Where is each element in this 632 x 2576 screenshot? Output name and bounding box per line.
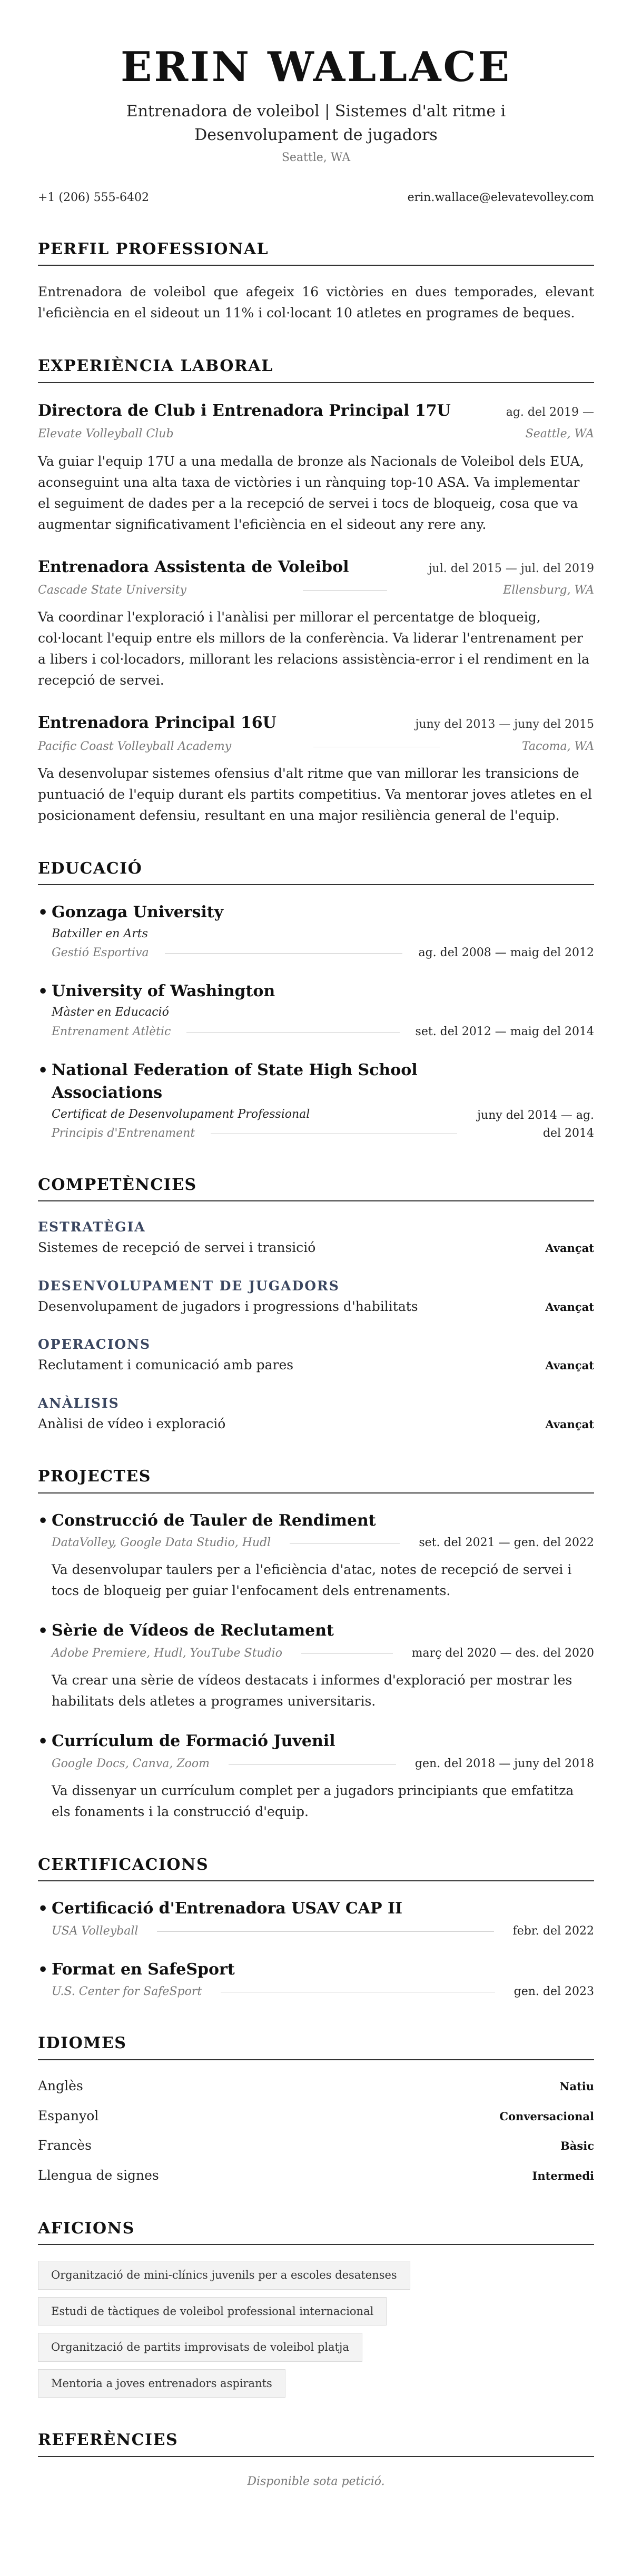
project-tools: DataVolley, Google Data Studio, Hudl xyxy=(52,1536,271,1550)
certification-entry xyxy=(38,1897,594,1940)
project-dates: gen. del 2018 — juny del 2018 xyxy=(414,1757,594,1770)
skill-row xyxy=(38,1414,594,1435)
education-entry xyxy=(38,980,594,1041)
job-organization: Cascade State University xyxy=(38,584,186,597)
job-organization: Pacific Coast Volleyball Academy xyxy=(38,739,232,753)
education-entry xyxy=(38,1059,594,1142)
certification-title: • Certificació d'Entrenadora USAV CAP II xyxy=(52,1899,403,1918)
job-dates: jul. del 2015 — jul. del 2019 xyxy=(428,562,594,575)
divider-line xyxy=(211,1133,457,1134)
skill-category: OPERACIONS xyxy=(38,1337,151,1352)
language-level: Conversacional xyxy=(499,2109,594,2123)
field-of-study: Principis d'Entrenament xyxy=(52,1126,195,1140)
section-title-certifications: CERTIFICACIONS xyxy=(38,1853,594,1882)
degree-name: Màster en Educació xyxy=(52,1006,169,1019)
school-name: • National Federation of State High School Associations xyxy=(52,1060,418,1102)
skill-level: Avançat xyxy=(545,1300,594,1314)
education-dates: set. del 2012 — maig del 2014 xyxy=(415,1025,594,1038)
degree-name: Batxiller en Arts xyxy=(52,927,148,940)
job-dates: juny del 2013 — juny del 2015 xyxy=(415,718,594,731)
language-name: Llengua de signes xyxy=(38,2168,159,2183)
project-entry xyxy=(38,1619,594,1712)
job-description: Va coordinar l'exploració i l'anàlisi per millorar el percentatge de bloqueig, col·locant l'equip entre els millors de la conferència. Va liderar l'entrenament per a libers i col·locadors, millorant les relacions assistència-error i el rendiment en la recepció de servei. xyxy=(38,609,590,688)
language-row xyxy=(38,2076,594,2097)
candidate-location: Seattle, WA xyxy=(281,151,351,164)
skill-row xyxy=(38,1355,594,1376)
job-entry xyxy=(38,399,594,535)
section-title-experience: EXPERIÈNCIA LABORAL xyxy=(38,354,594,383)
education-entry xyxy=(38,901,594,962)
language-name: Anglès xyxy=(38,2078,83,2093)
language-level: Intermedi xyxy=(532,2169,594,2183)
certification-issuer: U.S. Center for SafeSport xyxy=(52,1985,202,1999)
divider-line xyxy=(301,1653,393,1654)
skill-description: Desenvolupament de jugadors i progressions d'habilitats xyxy=(38,1298,418,1314)
job-title: Entrenadora Assistenta de Voleibol xyxy=(38,557,349,576)
language-level: Natiu xyxy=(559,2079,594,2093)
certification-entry xyxy=(38,1958,594,2001)
divider-line xyxy=(290,1542,400,1543)
project-description: Va dissenyar un currículum complet per a jugadors principiants que emfatitza els fonaments i la construcció d'equip. xyxy=(52,1782,574,1819)
divider-line xyxy=(157,1931,493,1932)
job-location: Tacoma, WA xyxy=(521,739,594,753)
certification-date: febr. del 2022 xyxy=(512,1924,594,1938)
certification-title: • Format en SafeSport xyxy=(52,1960,235,1979)
profile-summary: Entrenadora de voleibol que afegeix 16 victòries en dues temporades, elevant l'eficiència en el sideout un 11% i col·locant 10 atletes en programes de beques. xyxy=(38,284,594,321)
job-dates: ag. del 2019 — xyxy=(506,405,594,419)
skill-description: Sistemes de recepció de servei i transició xyxy=(38,1240,316,1256)
skill-category: DESENVOLUPAMENT DE JUGADORS xyxy=(38,1278,340,1294)
job-description: Va desenvolupar sistemes ofensius d'alt ritme que van millorar les transicions de puntuació de l'equip durant els partits competitius. Va mentorar joves atletes en el posicionament defensiu, resultant en una major resiliència general de l'equip. xyxy=(38,765,592,823)
language-name: Francès xyxy=(38,2138,92,2153)
project-dates: març del 2020 — des. del 2020 xyxy=(411,1646,594,1660)
language-row xyxy=(38,2136,594,2156)
references-note: Disponible sota petició. xyxy=(247,2474,385,2488)
job-organization: Elevate Volleyball Club xyxy=(38,427,174,441)
project-dates: set. del 2021 — gen. del 2022 xyxy=(419,1536,594,1550)
skill-level: Avançat xyxy=(545,1359,594,1372)
project-tools: Adobe Premiere, Hudl, YouTube Studio xyxy=(52,1646,282,1660)
divider-line xyxy=(303,590,387,591)
job-title: Directora de Club i Entrenadora Principal 17U xyxy=(38,401,451,420)
divider-line xyxy=(313,746,440,747)
language-row xyxy=(38,2106,594,2127)
project-title: • Currículum de Formació Juvenil xyxy=(52,1732,335,1751)
certification-issuer: USA Volleyball xyxy=(52,1924,139,1938)
section-title-languages: IDIOMES xyxy=(38,2031,594,2060)
hobby-tag: Mentoria a joves entrenadors aspirants xyxy=(38,2369,285,2398)
degree-name: Certificat de Desenvolupament Professional xyxy=(52,1107,310,1121)
job-description: Va guiar l'equip 17U a una medalla de bronze als Nacionals de Voleibol dels EUA, aconseguint una alta taxa de victòries i un rànquing top-10 ASA. Va implementar el seguiment de dades per a la recepció de servei i tocs de bloqueig, cosa que va augmentar significativament l'eficiència en el sideout any rere any. xyxy=(38,453,584,532)
skill-description: Anàlisi de vídeo i exploració xyxy=(38,1416,226,1431)
school-name: • University of Washington xyxy=(52,981,275,1000)
skill-level: Avançat xyxy=(545,1241,594,1255)
contact-row xyxy=(38,189,594,207)
resume-header xyxy=(38,45,594,167)
section-title-projects: PROJECTES xyxy=(38,1465,594,1494)
skill-row xyxy=(38,1297,594,1317)
language-row xyxy=(38,2166,594,2186)
candidate-title: Entrenadora de voleibol | Sistemes d'alt ritme i Desenvolupament de jugadors xyxy=(126,102,506,144)
project-entry xyxy=(38,1730,594,1822)
job-entry xyxy=(38,711,594,826)
skill-category: ANÀLISIS xyxy=(38,1395,120,1411)
email-address: erin.wallace@elevatevolley.com xyxy=(407,191,594,204)
project-title: • Construcció de Tauler de Rendiment xyxy=(52,1511,376,1530)
project-description: Va crear una sèrie de vídeos destacats i informes d'exploració per mostrar les habilitats dels atletes a programes universitaris. xyxy=(52,1672,572,1709)
field-of-study: Entrenament Atlètic xyxy=(52,1025,171,1038)
skill-level: Avançat xyxy=(545,1417,594,1431)
hobby-tag: Organització de partits improvisats de voleibol platja xyxy=(38,2333,362,2362)
divider-line xyxy=(221,1991,495,1992)
project-tools: Google Docs, Canva, Zoom xyxy=(52,1757,210,1770)
education-dates: juny del 2014 — ag. del 2014 xyxy=(477,1108,594,1140)
divider-line xyxy=(186,1031,399,1033)
education-dates: ag. del 2008 — maig del 2012 xyxy=(418,946,594,959)
hobby-tag: Estudi de tàctiques de voleibol professional internacional xyxy=(38,2297,387,2326)
language-name: Espanyol xyxy=(38,2108,99,2123)
job-entry xyxy=(38,555,594,691)
certification-date: gen. del 2023 xyxy=(514,1985,594,1999)
section-title-skills: COMPETÈNCIES xyxy=(38,1173,594,1202)
divider-line xyxy=(229,1763,396,1765)
job-location: Seattle, WA xyxy=(525,427,594,441)
project-entry xyxy=(38,1509,594,1602)
skill-category: ESTRATÈGIA xyxy=(38,1219,146,1235)
divider-line xyxy=(165,953,403,954)
job-location: Ellensburg, WA xyxy=(503,584,595,597)
project-title: • Sèrie de Vídeos de Reclutament xyxy=(52,1621,334,1640)
section-title-hobbies: AFICIONS xyxy=(38,2217,594,2246)
project-description: Va desenvolupar taulers per a l'eficiència d'atac, notes de recepció de servei i tocs de bloqueig per guiar l'enfocament dels entrenaments. xyxy=(52,1562,572,1599)
school-name: • Gonzaga University xyxy=(52,903,224,922)
section-title-references: REFERÈNCIES xyxy=(38,2428,594,2457)
hobbies-list xyxy=(38,2261,594,2398)
section-title-education: EDUCACIÓ xyxy=(38,857,594,886)
skill-row xyxy=(38,1238,594,1258)
section-title-profile: PERFIL PROFESSIONAL xyxy=(38,237,594,266)
phone-number: +1 (206) 555-6402 xyxy=(38,191,149,204)
field-of-study: Gestió Esportiva xyxy=(52,946,149,959)
language-level: Bàsic xyxy=(560,2139,594,2153)
job-title: Entrenadora Principal 16U xyxy=(38,714,276,733)
hobby-tag: Organització de mini-clínics juvenils per a escoles desatenses xyxy=(38,2261,410,2290)
candidate-name: ERIN WALLACE xyxy=(120,43,512,91)
skill-description: Reclutament i comunicació amb pares xyxy=(38,1357,294,1373)
